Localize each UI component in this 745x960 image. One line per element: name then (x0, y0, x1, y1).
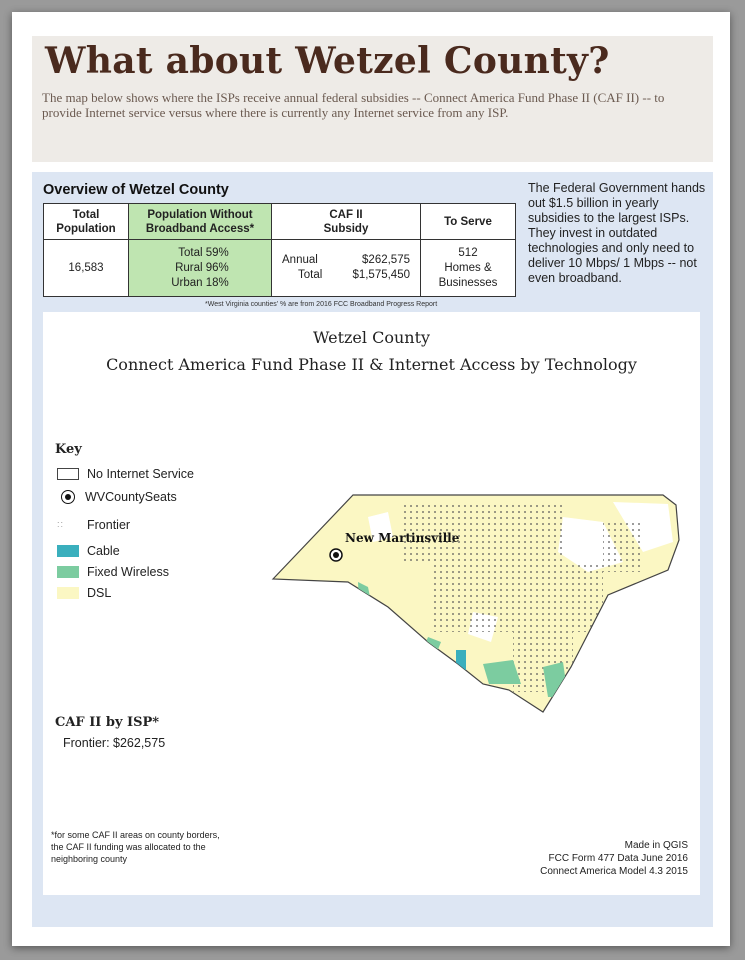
total-label: Total (298, 269, 323, 281)
credit-fcc: FCC Form 477 Data June 2016 (548, 853, 688, 864)
caf-by-isp-item: Frontier: $262,575 (63, 736, 166, 750)
frontier-area (513, 632, 573, 692)
overview-table (43, 203, 516, 297)
fixed-wireless-swatch (57, 566, 79, 578)
annual-value: $262,575 (362, 254, 410, 266)
overview-title: Overview of Wetzel County (43, 182, 229, 198)
county-map (43, 312, 700, 895)
map-title: Wetzel County (312, 328, 431, 347)
without-urban: Urban 18% (171, 276, 229, 289)
cell-without-broadband (129, 240, 272, 297)
header-to-serve: To Serve (421, 204, 516, 240)
without-total: Total 59% (178, 246, 229, 259)
map-footnote: *for some CAF II areas on county borders, the CAF II funding was allocated to the neighboring county (51, 830, 220, 864)
overview-header-row (44, 204, 516, 240)
annual-label: Annual (282, 254, 318, 266)
side-note: The Federal Government hands out $1.5 billion in yearly subsidies to the largest ISPs. They invest in outdated technologies and only need to deliver 10 Mbps/ 1 Mbps -- not even broadband. (528, 181, 706, 285)
cell-caf-subsidy (272, 240, 421, 297)
county-seat-marker (330, 549, 342, 561)
county-seat-icon (61, 490, 75, 504)
frontier-area (603, 522, 643, 572)
caf-by-isp-title: CAF II by ISP* (55, 715, 160, 730)
without-rural: Rural 96% (175, 261, 229, 274)
frontier-area (433, 562, 603, 632)
header-total-population: Total Population (44, 204, 129, 240)
cell-population: 16,583 (44, 240, 129, 297)
key-item-no-service: No Internet Service (57, 466, 194, 482)
key-item-county-seats: WVCountySeats (57, 489, 177, 505)
no-service-swatch (57, 468, 79, 480)
cell-to-serve: 512 Homes & Businesses (421, 240, 516, 297)
key-item-dsl: DSL (57, 585, 111, 601)
credit-qgis: Made in QGIS (624, 840, 688, 851)
overview-data-row (44, 240, 516, 297)
header-without-broadband: Population Without Broadband Access* (129, 204, 272, 240)
dsl-swatch (57, 587, 79, 599)
key-item-cable: Cable (57, 543, 120, 559)
overview-footnote: *West Virginia counties' % are from 2016 FCC Broadband Progress Report (205, 301, 438, 308)
map-subtitle: Connect America Fund Phase II & Internet Access by Technology (106, 355, 637, 374)
header-caf-subsidy: CAF II Subsidy (272, 204, 421, 240)
page-title: What about Wetzel County? (45, 40, 610, 82)
frontier-dots-icon: :: (57, 519, 65, 529)
map-panel (43, 312, 700, 895)
town-label-new-martinsville: New Martinsville (345, 531, 460, 545)
key-item-frontier: :: Frontier (57, 518, 131, 532)
key-title: Key (55, 442, 82, 457)
page-subtitle: The map below shows where the ISPs receive annual federal subsidies -- Connect America Fund Phase II (CAF II) -- to provide Internet service versus where there is currently any Internet service from any ISP. (42, 90, 665, 120)
cable-swatch (57, 545, 79, 557)
total-value: $1,575,450 (352, 269, 410, 281)
map-credits (540, 839, 688, 878)
key-item-fixed-wireless: Fixed Wireless (57, 564, 169, 580)
credit-model: Connect America Model 4.3 2015 (540, 866, 688, 877)
